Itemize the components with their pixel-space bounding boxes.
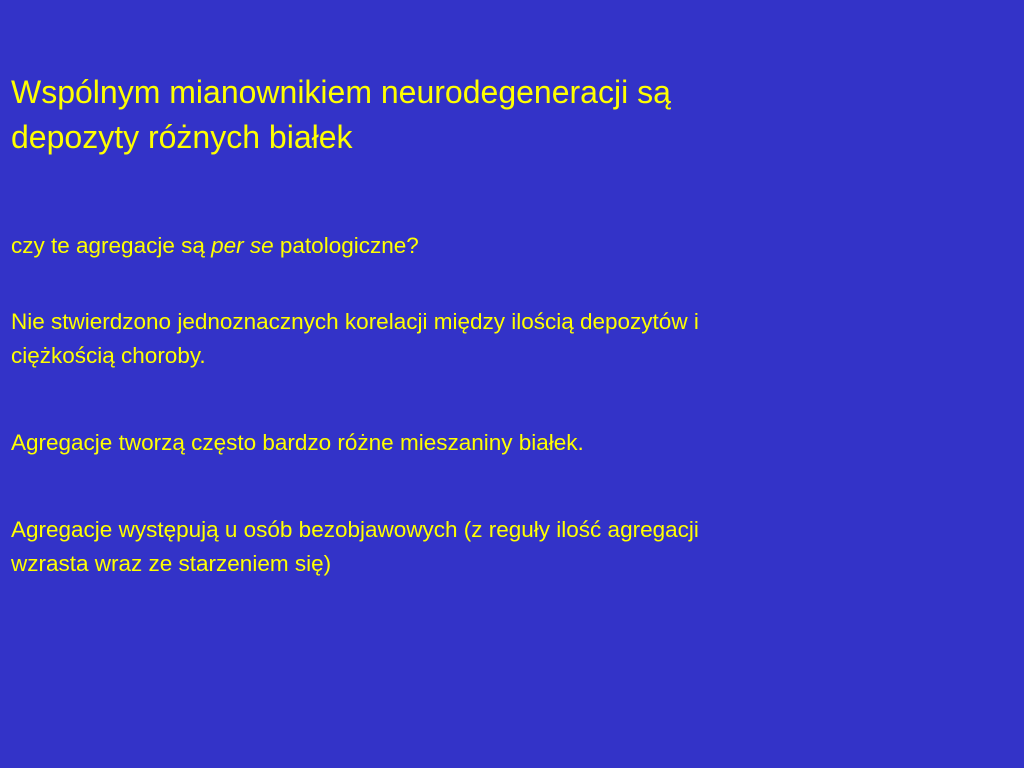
paragraph-asymptomatic-line-1: Agregacje występują u osób bezobjawowych (z reguły ilość agregacji [11,517,699,542]
paragraph-correlation-line-2: ciężkością choroby. [11,343,206,368]
question-text [11,229,1011,263]
paragraph-asymptomatic-line-2: wzrasta wraz ze starzeniem się) [11,551,332,576]
slide-title [11,70,1001,160]
question-before: czy te agregacje są [11,233,212,258]
question-after: patologiczne? [273,233,419,258]
slide-title-line-2: depozyty różnych białek [11,119,353,155]
question-italic: per se [211,233,274,258]
paragraph-correlation [11,305,1011,373]
paragraph-asymptomatic [11,513,1011,581]
paragraph-correlation-line-1: Nie stwierdzono jednoznacznych korelacji między ilością depozytów i [11,309,699,334]
slide-title-line-1: Wspólnym mianownikiem neurodegeneracji są [11,74,671,110]
paragraph-mixtures: Agregacje tworzą często bardzo różne mieszaniny białek. [11,430,584,455]
